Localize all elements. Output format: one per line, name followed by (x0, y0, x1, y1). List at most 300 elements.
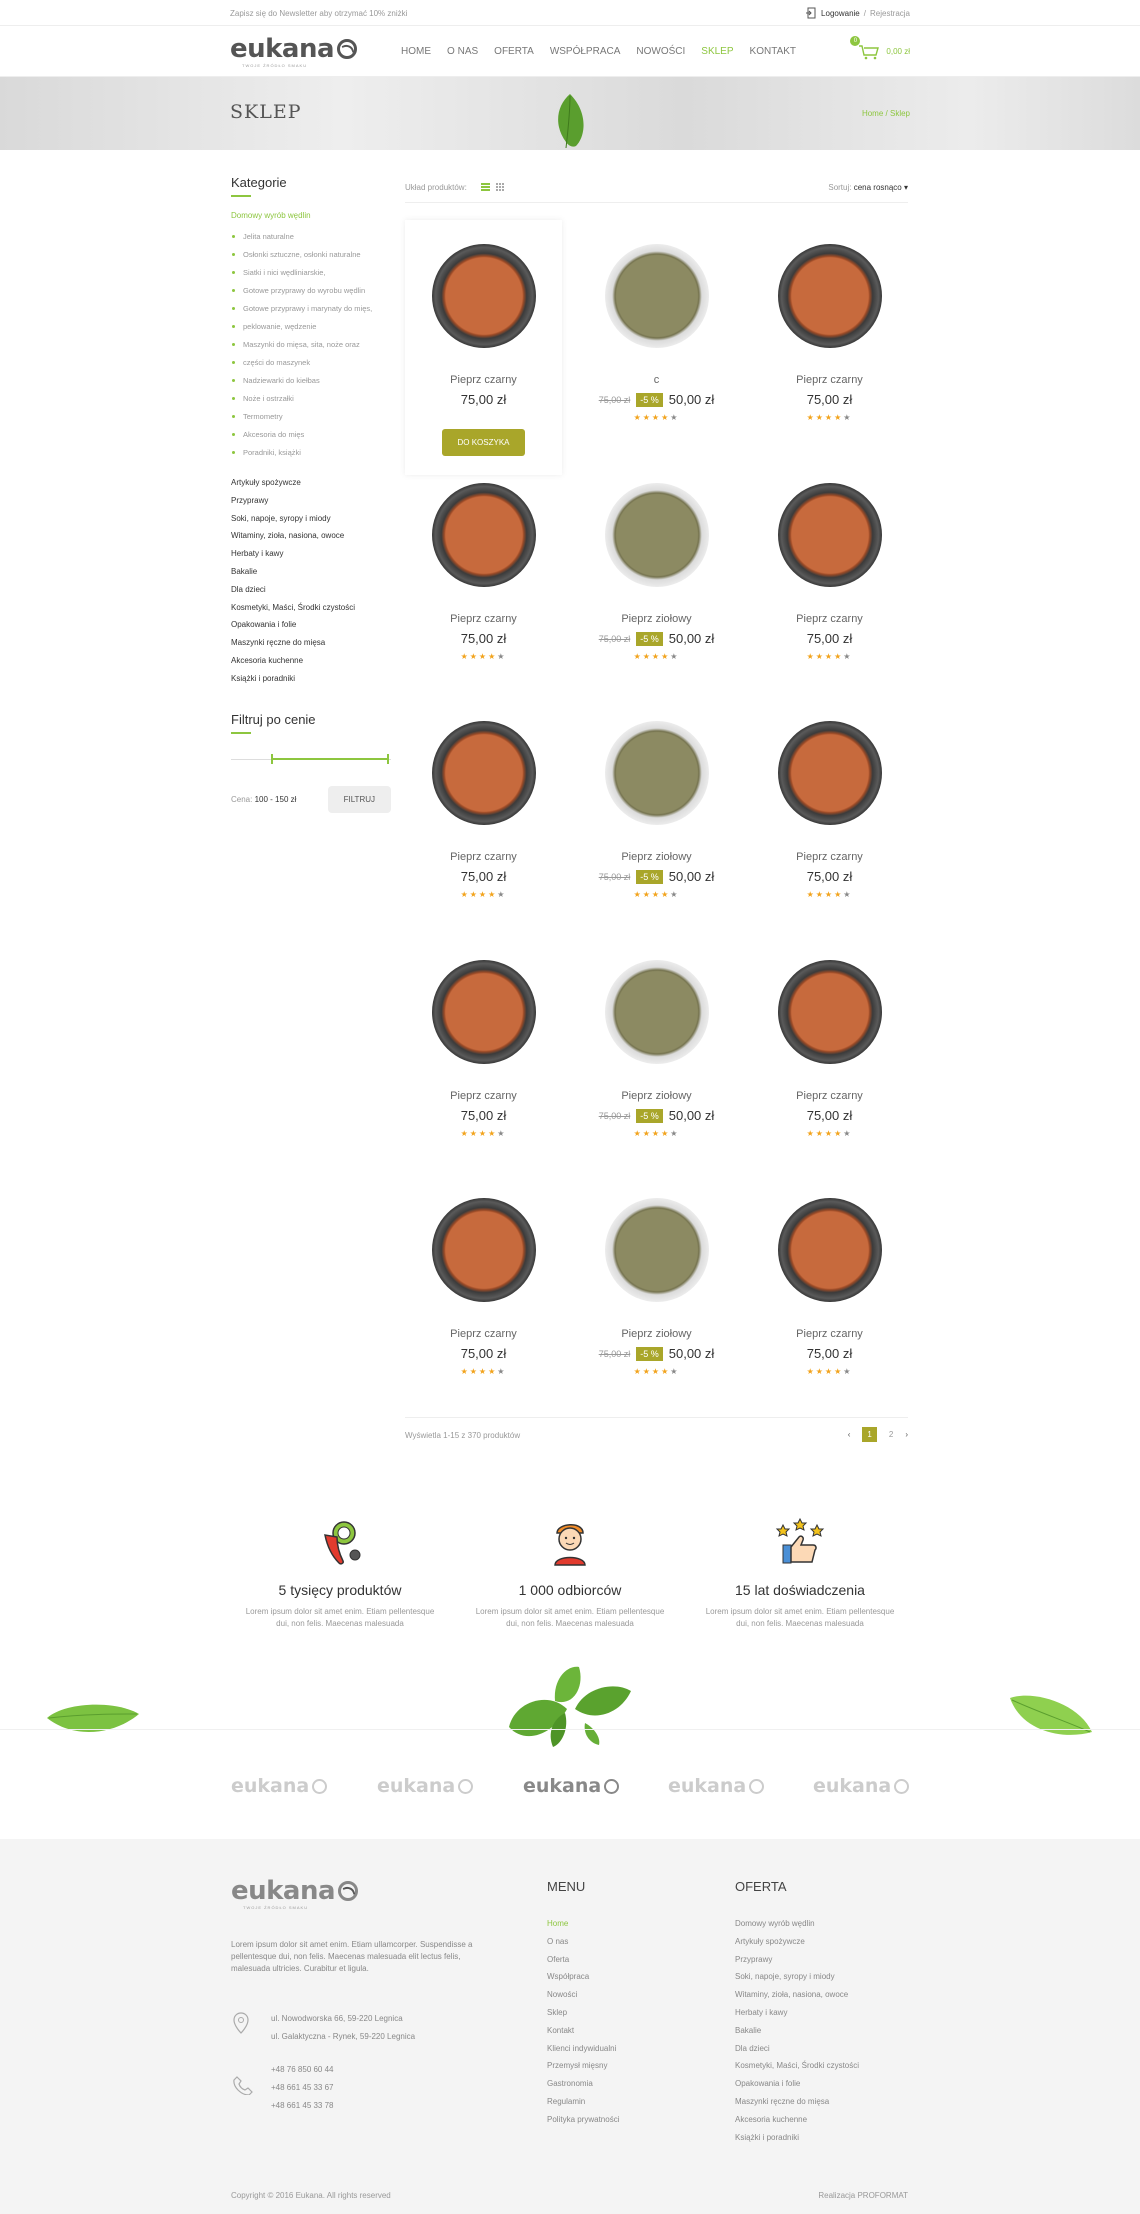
footer-offer-item[interactable]: Bakalie (735, 2025, 762, 2035)
newsletter-text[interactable]: Zapisz się do Newsletter aby otrzymać 10% zniżki (230, 8, 408, 18)
star-icon: ★ (806, 1129, 816, 1138)
cart-widget[interactable] (853, 37, 910, 60)
old-price: 75,00 zł (598, 1348, 631, 1359)
address-line: ul. Galaktyczna - Rynek, 59-220 Legnica (271, 2032, 416, 2041)
feature-products (240, 1515, 440, 1630)
nav-news[interactable]: NOWOŚCI (636, 46, 686, 57)
product-name[interactable]: Pieprz czarny (450, 1328, 517, 1340)
star-icon: ★ (834, 890, 844, 899)
basil-leaf-image (552, 92, 588, 150)
feature-desc: Lorem ipsum dolor sit amet enim. Etiam pellentesque dui, non felis. Maecenas malesuada (475, 1607, 665, 1628)
product-card[interactable] (751, 936, 908, 1138)
category-item[interactable]: Bakalie (231, 566, 258, 576)
page-2[interactable]: 2 (888, 1430, 894, 1439)
subcategory-item[interactable]: Osłonki sztuczne, osłonki naturalne (243, 246, 391, 264)
category-item[interactable]: Opakowania i folie (231, 620, 297, 630)
product-price: 50,00 zł (668, 1346, 715, 1361)
product-name[interactable]: Pieprz ziołowy (621, 1090, 692, 1102)
star-icon: ★ (651, 1367, 662, 1376)
rating-stars (578, 1367, 735, 1376)
leaf-left-image (45, 1700, 141, 1740)
category-item[interactable]: Kosmetyki, Maści, Środki czystości (231, 602, 356, 612)
star-icon: ★ (478, 1367, 489, 1376)
product-card[interactable] (405, 936, 562, 1138)
star-icon: ★ (670, 413, 680, 422)
star-icon: ★ (661, 890, 671, 899)
product-name[interactable]: Pieprz ziołowy (621, 851, 692, 863)
footer-offer-item[interactable]: Witaminy, zioła, nasiona, owoce (735, 1990, 849, 2000)
category-item[interactable]: Przyprawy (231, 495, 269, 505)
star-icon: ★ (642, 890, 652, 899)
product-image[interactable] (432, 960, 536, 1064)
product-name[interactable]: Pieprz czarny (796, 1328, 863, 1340)
product-image[interactable] (778, 1198, 882, 1302)
category-item[interactable]: Akcesoria kuchenne (231, 655, 304, 665)
footer-offer-item[interactable]: Kosmetyki, Maści, Środki czystości (735, 2061, 860, 2071)
product-price-row (751, 1346, 908, 1361)
product-price-row (751, 631, 908, 646)
star-icon: ★ (834, 652, 844, 661)
brand-name: eukana (231, 1775, 310, 1797)
star-icon: ★ (661, 413, 671, 422)
price-slider[interactable] (231, 748, 391, 772)
product-price-row (751, 1108, 908, 1123)
rating-stars (751, 652, 908, 661)
logo-text: eukana (230, 33, 335, 64)
star-icon: ★ (497, 652, 507, 661)
phone-number[interactable]: +48 76 850 60 44 (271, 2065, 334, 2074)
star-icon: ★ (806, 652, 816, 661)
thumbs-up-stars-icon (775, 1515, 825, 1567)
subcategory-item[interactable]: Akcesoria do mięs (243, 426, 391, 444)
star-icon: ★ (633, 890, 643, 899)
product-card[interactable] (751, 220, 908, 422)
subcategory-item[interactable]: Nadziewarki do kiełbas (243, 372, 391, 390)
logo-leaf-icon (338, 1881, 358, 1901)
product-name[interactable]: c (653, 374, 660, 386)
product-card[interactable] (578, 220, 735, 422)
cart-count-badge: 0 (850, 36, 860, 46)
star-icon: ★ (651, 890, 662, 899)
product-price: 50,00 zł (668, 1108, 715, 1123)
rating-stars (751, 890, 908, 899)
product-price-row (405, 1108, 562, 1123)
footer-offer-item[interactable]: Soki, napoje, syropy i miody (735, 1972, 835, 1982)
brand-divider (0, 1729, 1140, 1730)
add-to-cart-button[interactable]: DO KOSZYKA (442, 429, 524, 456)
location-pin-icon (233, 2012, 249, 2034)
subcategory-item[interactable]: peklowanie, wędzenie (243, 318, 391, 336)
star-icon: ★ (824, 1129, 835, 1138)
star-icon: ★ (497, 1129, 507, 1138)
product-name[interactable]: Pieprz czarny (796, 613, 863, 625)
subcategory-item[interactable]: części do maszynek (243, 354, 391, 372)
star-icon: ★ (834, 1129, 844, 1138)
brand-name: eukana (377, 1775, 456, 1797)
footer-offer-item[interactable]: Książki i poradniki (735, 2132, 800, 2142)
feature-customers (470, 1515, 670, 1630)
product-name[interactable]: Pieprz czarny (450, 1090, 517, 1102)
star-icon: ★ (824, 413, 835, 422)
star-icon: ★ (824, 890, 835, 899)
footer-menu-title: MENU (547, 1879, 586, 1894)
product-image[interactable] (432, 483, 536, 587)
breadcrumb-current: Sklep (889, 109, 910, 118)
footer-offer-item[interactable]: Opakowania i folie (735, 2079, 801, 2089)
slider-handle-min[interactable] (271, 754, 273, 764)
prev-page-icon[interactable]: ‹ (847, 1430, 851, 1439)
product-card[interactable] (405, 220, 562, 475)
star-icon: ★ (651, 1129, 662, 1138)
brand-logo[interactable] (523, 1775, 619, 1797)
star-icon: ★ (843, 890, 853, 899)
product-card[interactable] (751, 697, 908, 899)
product-price: 75,00 zł (806, 631, 853, 646)
feature-title: 15 lat doświadczenia (735, 1582, 865, 1598)
star-icon: ★ (661, 1367, 671, 1376)
subcategory-item[interactable]: Noże i ostrzałki (243, 390, 391, 408)
phone-number[interactable]: +48 661 45 33 78 (271, 2101, 334, 2110)
footer-menu-item[interactable]: Gastronomia (547, 2079, 593, 2089)
star-icon: ★ (815, 1367, 825, 1376)
product-name[interactable]: Pieprz czarny (450, 613, 517, 625)
pepper-icon (315, 1515, 365, 1567)
product-price-row (405, 1346, 562, 1361)
chevron-down-icon: ▾ (903, 183, 908, 192)
sort-label: Sortuj: (828, 183, 852, 192)
product-image[interactable] (605, 244, 709, 348)
logo-leaf-icon (337, 39, 357, 59)
category-item[interactable]: Herbaty i kawy (231, 549, 284, 559)
footer-offer-item[interactable]: Przyprawy (735, 1954, 773, 1964)
star-icon: ★ (670, 890, 680, 899)
category-item[interactable]: Witaminy, zioła, nasiona, owoce (231, 531, 345, 541)
star-icon: ★ (497, 1367, 507, 1376)
footer-menu-item[interactable]: Home (547, 1919, 569, 1928)
rating-stars (405, 1129, 562, 1138)
product-price: 75,00 zł (460, 869, 507, 884)
star-icon: ★ (815, 413, 825, 422)
star-icon: ★ (642, 1367, 652, 1376)
price-filter-title: Filtruj po cenie (231, 711, 316, 727)
footer-offer-item[interactable]: Dla dzieci (735, 2043, 770, 2053)
star-icon: ★ (488, 652, 498, 661)
rating-stars (405, 1367, 562, 1376)
product-card[interactable] (578, 459, 735, 661)
product-price-row (405, 631, 562, 646)
product-image[interactable] (432, 244, 536, 348)
category-item[interactable]: Dla dzieci (231, 584, 266, 594)
product-toolbar (405, 181, 908, 203)
star-icon: ★ (843, 652, 853, 661)
slider-handle-max[interactable] (387, 754, 389, 764)
main-nav (401, 46, 796, 57)
phone-icon (233, 2075, 253, 2095)
star-icon: ★ (633, 1367, 643, 1376)
product-image[interactable] (605, 483, 709, 587)
logo-leaf-icon (894, 1779, 909, 1794)
product-name[interactable]: Pieprz czarny (796, 851, 863, 863)
brand-logo[interactable] (668, 1775, 764, 1797)
product-price-row (578, 631, 735, 646)
product-card[interactable] (751, 1174, 908, 1376)
product-card[interactable] (578, 1174, 735, 1376)
price-label: Cena: (231, 794, 253, 804)
star-icon: ★ (661, 652, 671, 661)
footer-offer-item[interactable]: Herbaty i kawy (735, 2007, 788, 2017)
login-icon (805, 7, 817, 19)
logo-tagline: TWOJE ŹRÓDŁO SMAKU (242, 62, 308, 68)
subcategory-item[interactable]: Gotowe przyprawy i marynaty do mięs, (243, 300, 391, 318)
product-name[interactable]: Pieprz ziołowy (621, 613, 692, 625)
next-page-icon[interactable]: › (905, 1430, 908, 1439)
price-range-value: 100 - 150 zł (254, 794, 297, 804)
category-item[interactable]: Artykuły spożywcze (231, 478, 301, 487)
logo-leaf-icon (312, 1779, 327, 1794)
list-view-icon[interactable] (481, 183, 490, 193)
feature-desc: Lorem ipsum dolor sit amet enim. Etiam pellentesque dui, non felis. Maecenas malesuada (245, 1607, 435, 1628)
copyright: Copyright © 2016 Eukana. All rights reserved (231, 2191, 391, 2200)
product-card[interactable] (578, 697, 735, 899)
nav-about[interactable]: O NAS (447, 46, 479, 57)
footer-menu-item[interactable]: Klienci indywidualni (547, 2043, 617, 2053)
discount-badge: -5 % (636, 1347, 663, 1361)
page-title: SKLEP (230, 101, 302, 123)
star-icon: ★ (670, 1367, 680, 1376)
brand-name: eukana (813, 1775, 892, 1797)
category-item[interactable]: Książki i poradniki (231, 673, 296, 683)
filter-button[interactable]: FILTRUJ (328, 786, 391, 813)
star-icon: ★ (824, 652, 835, 661)
star-icon: ★ (633, 413, 643, 422)
cart-icon (858, 44, 880, 60)
register-link[interactable]: Rejestracja (869, 8, 910, 18)
star-icon: ★ (815, 890, 825, 899)
footer-menu-item[interactable]: Polityka prywatności (547, 2114, 620, 2124)
footer-logo[interactable] (231, 1878, 358, 1910)
breadcrumb (862, 109, 910, 118)
product-name[interactable]: Pieprz czarny (450, 374, 517, 386)
product-name[interactable]: Pieprz czarny (796, 374, 863, 386)
star-icon: ★ (469, 890, 479, 899)
leaf-right-image (1008, 1692, 1094, 1740)
nav-contact[interactable]: KONTAKT (749, 46, 797, 57)
star-icon: ★ (824, 1367, 835, 1376)
cart-total: 0,00 zł (886, 47, 910, 56)
product-card[interactable] (405, 459, 562, 661)
link-separator: / (863, 8, 866, 18)
old-price: 75,00 zł (598, 394, 631, 405)
footer-menu-item[interactable]: Współpraca (547, 1972, 590, 1982)
credit[interactable]: Realizacja PROFORMAT (818, 2191, 908, 2200)
product-price: 50,00 zł (668, 631, 715, 646)
category-item[interactable]: Soki, napoje, syropy i miody (231, 513, 331, 523)
basil-sprig-image (505, 1665, 635, 1749)
product-image[interactable] (432, 1198, 536, 1302)
title-underline (231, 732, 251, 734)
product-card[interactable] (405, 697, 562, 899)
product-image[interactable] (778, 244, 882, 348)
top-bar (0, 0, 1140, 26)
star-icon: ★ (488, 890, 498, 899)
footer-offer-item[interactable]: Akcesoria kuchenne (735, 2114, 808, 2124)
brand-logo[interactable] (231, 1775, 327, 1797)
product-image[interactable] (778, 960, 882, 1064)
nav-offer[interactable]: OFERTA (494, 46, 534, 57)
star-icon: ★ (488, 1129, 498, 1138)
brand-logo[interactable] (377, 1775, 473, 1797)
old-price: 75,00 zł (598, 1110, 631, 1121)
subcategory-item[interactable]: Gotowe przyprawy do wyrobu wędlin (243, 282, 391, 300)
old-price: 75,00 zł (598, 871, 631, 882)
breadcrumb-sep: / (885, 109, 888, 118)
product-card[interactable] (578, 936, 735, 1138)
product-price: 75,00 zł (460, 1346, 507, 1361)
product-card[interactable] (405, 1174, 562, 1376)
star-icon: ★ (469, 1367, 479, 1376)
sort-select[interactable]: cena rosnąco (853, 183, 902, 192)
product-image[interactable] (605, 721, 709, 825)
product-image[interactable] (605, 1198, 709, 1302)
subcategory-item[interactable]: Jelita naturalne (243, 228, 391, 246)
product-image[interactable] (605, 960, 709, 1064)
brand-name: eukana (668, 1775, 747, 1797)
feature-title: 1 000 odbiorców (518, 1582, 622, 1598)
subcategory-item[interactable]: Maszynki do mięsa, sita, noże oraz (243, 336, 391, 354)
price-range-label (231, 795, 296, 804)
product-image[interactable] (778, 483, 882, 587)
star-icon: ★ (460, 890, 470, 899)
nav-shop[interactable]: SKLEP (701, 46, 734, 57)
sidebar (231, 175, 391, 813)
star-icon: ★ (651, 652, 662, 661)
footer-menu-item[interactable]: Nowości (547, 1990, 578, 2000)
footer-menu-list (547, 1915, 619, 2129)
footer-offer-item[interactable]: Domowy wyrób wędlin (735, 1919, 815, 1928)
address-line: ul. Nowodworska 66, 59-220 Legnica (271, 2014, 403, 2023)
product-price-row (578, 1108, 735, 1123)
footer (0, 1839, 1140, 2214)
pagination-bar (405, 1417, 908, 1447)
rating-stars (578, 890, 735, 899)
star-icon: ★ (843, 1367, 853, 1376)
footer-menu-item[interactable]: Przemysł mięsny (547, 2061, 608, 2071)
discount-badge: -5 % (636, 632, 663, 646)
rating-stars (405, 890, 562, 899)
star-icon: ★ (460, 652, 470, 661)
product-price: 50,00 zł (668, 392, 715, 407)
star-icon: ★ (633, 652, 643, 661)
rating-stars (405, 652, 562, 661)
star-icon: ★ (661, 1129, 671, 1138)
subcategory-item[interactable]: Siatki i nici wędliniarskie, (243, 264, 391, 282)
page-1[interactable]: 1 (862, 1427, 876, 1442)
footer-offer-item[interactable]: Artykuły spożywcze (735, 1936, 805, 1946)
footer-menu-item[interactable]: Kontakt (547, 2025, 575, 2035)
product-name[interactable]: Pieprz czarny (796, 1090, 863, 1102)
subcategory-item[interactable]: Termometry (243, 408, 391, 426)
category-list (231, 474, 391, 688)
rating-stars (578, 1129, 735, 1138)
star-icon: ★ (460, 1367, 470, 1376)
feature-title: 5 tysięcy produktów (278, 1582, 402, 1598)
sort-control[interactable] (828, 183, 908, 192)
footer-menu-item[interactable]: Regulamin (547, 2096, 586, 2106)
customer-icon (545, 1515, 595, 1567)
brand-logo[interactable] (813, 1775, 909, 1797)
logo-leaf-icon (458, 1779, 473, 1794)
site-logo[interactable] (230, 33, 357, 68)
product-price-row (578, 869, 735, 884)
subcategory-list (231, 228, 391, 462)
product-price-row (751, 869, 908, 884)
star-icon: ★ (806, 890, 816, 899)
product-price-row (405, 392, 562, 407)
feature-desc: Lorem ipsum dolor sit amet enim. Etiam pellentesque dui, non felis. Maecenas malesuada (705, 1607, 895, 1628)
footer-phones (271, 2061, 334, 2115)
star-icon: ★ (834, 1367, 844, 1376)
footer-menu-item[interactable]: O nas (547, 1936, 569, 1946)
subcategory-item[interactable]: Poradniki, książki (243, 444, 391, 462)
phone-number[interactable]: +48 661 45 33 67 (271, 2083, 334, 2092)
product-name[interactable]: Pieprz ziołowy (621, 1328, 692, 1340)
breadcrumb-home[interactable]: Home (861, 109, 884, 118)
star-icon: ★ (670, 652, 680, 661)
login-link[interactable]: Logowanie (821, 8, 860, 18)
feature-experience (700, 1515, 900, 1630)
logo-leaf-icon (604, 1779, 619, 1794)
product-price: 75,00 zł (460, 392, 507, 407)
footer-menu-item[interactable]: Oferta (547, 1954, 570, 1964)
star-icon: ★ (460, 1129, 470, 1138)
star-icon: ★ (478, 890, 489, 899)
star-icon: ★ (806, 1367, 816, 1376)
product-name[interactable]: Pieprz czarny (450, 851, 517, 863)
star-icon: ★ (642, 652, 652, 661)
footer-menu-item[interactable]: Sklep (547, 2007, 568, 2017)
category-item[interactable]: Maszynki ręczne do mięsa (231, 638, 326, 648)
footer-about: Lorem ipsum dolor sit amet enim. Etiam ullamcorper. Suspendisse a pellentesque dui, non felis. Maecenas malesuada elit lectus felis, malesuada ultricies. Curabitur et ligula. (231, 1940, 473, 1973)
layout-label: Układ produktów: (405, 183, 467, 192)
star-icon: ★ (469, 652, 479, 661)
product-price: 75,00 zł (806, 869, 853, 884)
product-price: 75,00 zł (460, 631, 507, 646)
account-links (805, 7, 910, 19)
grid-view-icon[interactable] (496, 183, 505, 193)
star-icon: ★ (642, 413, 652, 422)
rating-stars (751, 1129, 908, 1138)
nav-cooperation[interactable]: WSPÓŁPRACA (549, 46, 621, 57)
star-icon: ★ (633, 1129, 643, 1138)
product-price: 50,00 zł (668, 869, 715, 884)
product-price-row (578, 1346, 735, 1361)
star-icon: ★ (497, 890, 507, 899)
results-summary: Wyświetla 1-15 z 370 produktów (405, 1431, 521, 1440)
active-category[interactable]: Domowy wyrób wędlin (231, 211, 311, 220)
footer-offer-item[interactable]: Maszynki ręczne do mięsa (735, 2096, 830, 2106)
header (0, 26, 1140, 77)
star-icon: ★ (670, 1129, 680, 1138)
product-card[interactable] (751, 459, 908, 661)
product-grid (405, 220, 908, 1400)
product-image[interactable] (778, 721, 882, 825)
rating-stars (751, 1367, 908, 1376)
rating-stars (751, 413, 908, 422)
star-icon: ★ (478, 652, 489, 661)
star-icon: ★ (815, 1129, 825, 1138)
product-image[interactable] (432, 721, 536, 825)
nav-home[interactable]: HOME (401, 46, 432, 57)
